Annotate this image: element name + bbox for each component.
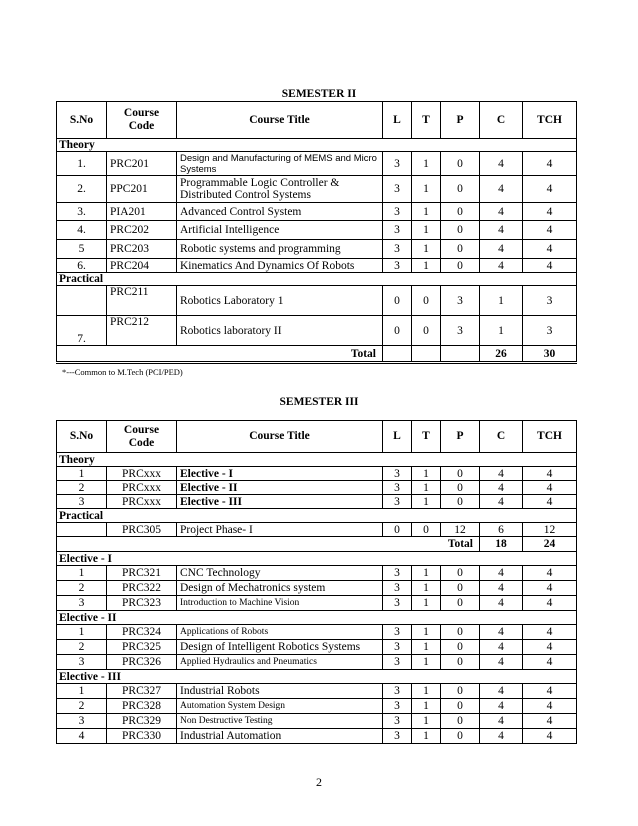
row-c: 4 bbox=[480, 481, 523, 495]
row-title: Robotic systems and programming bbox=[177, 240, 383, 259]
row-t: 1 bbox=[412, 596, 441, 611]
row-title: CNC Technology bbox=[177, 566, 383, 581]
row-code: PRC325 bbox=[107, 640, 177, 655]
row-sno bbox=[57, 286, 107, 316]
row-code: PRC323 bbox=[107, 596, 177, 611]
row-sno: 1. bbox=[57, 152, 107, 176]
row-t: 1 bbox=[412, 581, 441, 596]
row-tch: 4 bbox=[523, 203, 577, 221]
empty-cell bbox=[441, 346, 480, 363]
row-t: 1 bbox=[412, 684, 441, 699]
row-sno: 3 bbox=[57, 495, 107, 509]
row-p: 0 bbox=[441, 152, 480, 176]
row-l: 3 bbox=[383, 596, 412, 611]
row-code: PRC201 bbox=[107, 152, 177, 176]
row-l: 0 bbox=[383, 523, 412, 537]
header-p: P bbox=[441, 102, 480, 139]
empty-cell bbox=[383, 346, 412, 363]
row-p: 3 bbox=[441, 286, 480, 316]
row-title: Design and Manufacturing of MEMS and Micro Systems bbox=[177, 152, 383, 176]
header-c: C bbox=[480, 102, 523, 139]
row-sno: 1 bbox=[57, 684, 107, 699]
semester-2-table bbox=[56, 101, 577, 364]
row-p: 0 bbox=[441, 625, 480, 640]
row-l: 3 bbox=[383, 699, 412, 714]
row-code: PRC324 bbox=[107, 625, 177, 640]
row-t: 1 bbox=[412, 176, 441, 203]
row-c: 4 bbox=[480, 259, 523, 273]
row-sno: 1 bbox=[57, 467, 107, 481]
table-row bbox=[57, 240, 577, 259]
row-sno: 3 bbox=[57, 655, 107, 670]
row-code: PRC212 bbox=[107, 316, 177, 346]
total-tch: 24 bbox=[523, 537, 577, 552]
header-sno: S.No bbox=[57, 421, 107, 453]
row-l: 3 bbox=[383, 684, 412, 699]
row-l: 0 bbox=[383, 286, 412, 316]
row-l: 0 bbox=[383, 316, 412, 346]
row-title: Applications of Robots bbox=[177, 625, 383, 640]
row-c: 4 bbox=[480, 152, 523, 176]
row-sno: 2 bbox=[57, 699, 107, 714]
row-tch: 4 bbox=[523, 240, 577, 259]
row-l: 3 bbox=[383, 581, 412, 596]
table-row bbox=[57, 729, 577, 744]
row-c: 4 bbox=[480, 566, 523, 581]
row-t: 0 bbox=[412, 316, 441, 346]
row-l: 3 bbox=[383, 467, 412, 481]
row-sno bbox=[57, 523, 107, 537]
table-row bbox=[57, 625, 577, 640]
row-title: Automation System Design bbox=[177, 699, 383, 714]
row-code: PRC328 bbox=[107, 699, 177, 714]
row-tch: 4 bbox=[523, 259, 577, 273]
semester-2-title: SEMESTER II bbox=[281, 88, 357, 100]
table-row bbox=[57, 481, 577, 495]
header-l: L bbox=[383, 102, 412, 139]
header-t: T bbox=[412, 102, 441, 139]
row-l: 3 bbox=[383, 714, 412, 729]
row-l: 3 bbox=[383, 640, 412, 655]
semester-3-table bbox=[56, 420, 577, 744]
row-title: Industrial Robots bbox=[177, 684, 383, 699]
row-p: 0 bbox=[441, 240, 480, 259]
row-p: 0 bbox=[441, 655, 480, 670]
row-tch: 3 bbox=[523, 316, 577, 346]
row-tch: 4 bbox=[523, 684, 577, 699]
row-p: 0 bbox=[441, 221, 480, 240]
row-title: Applied Hydraulics and Pneumatics bbox=[177, 655, 383, 670]
row-tch: 4 bbox=[523, 566, 577, 581]
row-code: PIA201 bbox=[107, 203, 177, 221]
row-c: 4 bbox=[480, 596, 523, 611]
row-title: Non Destructive Testing bbox=[177, 714, 383, 729]
section-theory: Theory bbox=[57, 139, 577, 152]
row-code: PRC329 bbox=[107, 714, 177, 729]
row-code: PRC321 bbox=[107, 566, 177, 581]
row-p: 0 bbox=[441, 640, 480, 655]
footnote: *---Common to M.Tech (PCI/PED) bbox=[62, 367, 183, 377]
row-p: 0 bbox=[441, 203, 480, 221]
row-sno: 4 bbox=[57, 729, 107, 744]
total-label: Total bbox=[57, 346, 383, 363]
row-code: PRC326 bbox=[107, 655, 177, 670]
row-l: 3 bbox=[383, 566, 412, 581]
row-t: 1 bbox=[412, 259, 441, 273]
row-title: Artificial Intelligence bbox=[177, 221, 383, 240]
row-sno: 7. bbox=[57, 316, 107, 346]
row-l: 3 bbox=[383, 655, 412, 670]
row-tch: 4 bbox=[523, 596, 577, 611]
table-row bbox=[57, 259, 577, 273]
semester-3-title: SEMESTER III bbox=[279, 396, 359, 408]
row-code: PRC211 bbox=[107, 286, 177, 316]
row-p: 0 bbox=[441, 581, 480, 596]
row-sno: 5 bbox=[57, 240, 107, 259]
row-p: 3 bbox=[441, 316, 480, 346]
row-code: PRCxxx bbox=[107, 481, 177, 495]
row-title: Industrial Automation bbox=[177, 729, 383, 744]
table-row bbox=[57, 566, 577, 581]
row-p: 12 bbox=[441, 523, 480, 537]
row-p: 0 bbox=[441, 596, 480, 611]
table-row bbox=[57, 684, 577, 699]
row-sno: 4. bbox=[57, 221, 107, 240]
row-title: Robotics laboratory II bbox=[177, 316, 383, 346]
row-c: 4 bbox=[480, 176, 523, 203]
table-row bbox=[57, 596, 577, 611]
row-c: 4 bbox=[480, 495, 523, 509]
row-t: 1 bbox=[412, 467, 441, 481]
row-c: 1 bbox=[480, 316, 523, 346]
row-code: PRC204 bbox=[107, 259, 177, 273]
header-course-title: Course Title bbox=[177, 102, 383, 139]
row-l: 3 bbox=[383, 625, 412, 640]
row-c: 4 bbox=[480, 729, 523, 744]
row-l: 3 bbox=[383, 729, 412, 744]
row-p: 0 bbox=[441, 259, 480, 273]
row-p: 0 bbox=[441, 684, 480, 699]
page-number: 2 bbox=[316, 775, 322, 789]
row-title: Design of Intelligent Robotics Systems bbox=[177, 640, 383, 655]
header-course-code: Course Code bbox=[107, 421, 177, 453]
row-code: PRC330 bbox=[107, 729, 177, 744]
row-sno: 2 bbox=[57, 481, 107, 495]
row-title: Elective - I bbox=[177, 467, 383, 481]
row-t: 1 bbox=[412, 640, 441, 655]
row-tch: 4 bbox=[523, 221, 577, 240]
row-sno: 2 bbox=[57, 640, 107, 655]
row-t: 1 bbox=[412, 625, 441, 640]
row-p: 0 bbox=[441, 176, 480, 203]
row-l: 3 bbox=[383, 240, 412, 259]
table-row bbox=[57, 495, 577, 509]
header-sno: S.No bbox=[57, 102, 107, 139]
row-l: 3 bbox=[383, 221, 412, 240]
header-l: L bbox=[383, 421, 412, 453]
row-sno: 6. bbox=[57, 259, 107, 273]
row-code: PRC203 bbox=[107, 240, 177, 259]
row-sno: 1 bbox=[57, 566, 107, 581]
row-t: 1 bbox=[412, 221, 441, 240]
row-title: Robotics Laboratory 1 bbox=[177, 286, 383, 316]
row-c: 4 bbox=[480, 221, 523, 240]
table-row bbox=[57, 581, 577, 596]
row-tch: 4 bbox=[523, 481, 577, 495]
table-row bbox=[57, 203, 577, 221]
table-row bbox=[57, 655, 577, 670]
header-t: T bbox=[412, 421, 441, 453]
table-row bbox=[57, 176, 577, 203]
row-tch: 4 bbox=[523, 729, 577, 744]
row-sno: 3 bbox=[57, 596, 107, 611]
row-tch: 4 bbox=[523, 495, 577, 509]
row-t: 1 bbox=[412, 152, 441, 176]
row-tch: 4 bbox=[523, 714, 577, 729]
row-tch: 4 bbox=[523, 467, 577, 481]
row-c: 4 bbox=[480, 203, 523, 221]
row-c: 6 bbox=[480, 523, 523, 537]
row-l: 3 bbox=[383, 495, 412, 509]
row-title: Advanced Control System bbox=[177, 203, 383, 221]
row-code: PRCxxx bbox=[107, 467, 177, 481]
row-t: 0 bbox=[412, 523, 441, 537]
table-row bbox=[57, 714, 577, 729]
row-p: 0 bbox=[441, 566, 480, 581]
row-t: 1 bbox=[412, 729, 441, 744]
row-tch: 4 bbox=[523, 152, 577, 176]
row-title: Introduction to Machine Vision bbox=[177, 596, 383, 611]
row-c: 4 bbox=[480, 640, 523, 655]
row-t: 1 bbox=[412, 240, 441, 259]
row-c: 4 bbox=[480, 625, 523, 640]
table-row bbox=[57, 286, 577, 316]
row-tch: 4 bbox=[523, 640, 577, 655]
row-tch: 3 bbox=[523, 286, 577, 316]
row-code: PPC201 bbox=[107, 176, 177, 203]
header-tch: TCH bbox=[523, 102, 577, 139]
row-tch: 4 bbox=[523, 655, 577, 670]
row-code: PRC305 bbox=[107, 523, 177, 537]
row-title: Project Phase- I bbox=[177, 523, 383, 537]
row-code: PRC327 bbox=[107, 684, 177, 699]
row-t: 1 bbox=[412, 495, 441, 509]
header-course-code: Course Code bbox=[107, 102, 177, 139]
row-c: 4 bbox=[480, 581, 523, 596]
section-elective-2: Elective - II bbox=[57, 611, 577, 625]
row-t: 1 bbox=[412, 481, 441, 495]
row-p: 0 bbox=[441, 481, 480, 495]
row-title: Elective - II bbox=[177, 481, 383, 495]
row-tch: 4 bbox=[523, 176, 577, 203]
row-sno: 2. bbox=[57, 176, 107, 203]
row-t: 1 bbox=[412, 566, 441, 581]
row-l: 3 bbox=[383, 176, 412, 203]
row-sno: 3 bbox=[57, 714, 107, 729]
row-sno: 2 bbox=[57, 581, 107, 596]
total-credits: 26 bbox=[480, 346, 523, 363]
row-tch: 4 bbox=[523, 581, 577, 596]
row-c: 4 bbox=[480, 699, 523, 714]
row-t: 1 bbox=[412, 714, 441, 729]
row-l: 3 bbox=[383, 481, 412, 495]
empty-cell bbox=[412, 346, 441, 363]
row-title: Kinematics And Dynamics Of Robots bbox=[177, 259, 383, 273]
table-row bbox=[57, 640, 577, 655]
row-t: 1 bbox=[412, 203, 441, 221]
total-row bbox=[57, 346, 577, 363]
row-c: 1 bbox=[480, 286, 523, 316]
row-l: 3 bbox=[383, 203, 412, 221]
row-p: 0 bbox=[441, 467, 480, 481]
total-credits: 18 bbox=[480, 537, 523, 552]
table-row bbox=[57, 316, 577, 346]
row-p: 0 bbox=[441, 714, 480, 729]
row-code: PRC322 bbox=[107, 581, 177, 596]
section-practical: Practical bbox=[57, 273, 577, 286]
section-practical: Practical bbox=[57, 509, 577, 523]
row-code: PRCxxx bbox=[107, 495, 177, 509]
table-row bbox=[57, 221, 577, 240]
row-tch: 12 bbox=[523, 523, 577, 537]
total-row bbox=[57, 537, 577, 552]
row-t: 0 bbox=[412, 286, 441, 316]
header-course-title: Course Title bbox=[177, 421, 383, 453]
row-tch: 4 bbox=[523, 699, 577, 714]
row-title: Design of Mechatronics system bbox=[177, 581, 383, 596]
table-row bbox=[57, 523, 577, 537]
row-c: 4 bbox=[480, 467, 523, 481]
total-tch: 30 bbox=[523, 346, 577, 363]
row-c: 4 bbox=[480, 240, 523, 259]
section-theory: Theory bbox=[57, 453, 577, 467]
row-title: Elective - III bbox=[177, 495, 383, 509]
header-p: P bbox=[441, 421, 480, 453]
row-sno: 3. bbox=[57, 203, 107, 221]
row-l: 3 bbox=[383, 152, 412, 176]
row-tch: 4 bbox=[523, 625, 577, 640]
section-elective-1: Elective - I bbox=[57, 552, 577, 566]
row-c: 4 bbox=[480, 655, 523, 670]
row-title: Programmable Logic Controller & Distributed Control Systems bbox=[177, 176, 383, 203]
row-t: 1 bbox=[412, 699, 441, 714]
table-row bbox=[57, 699, 577, 714]
row-code: PRC202 bbox=[107, 221, 177, 240]
row-sno: 1 bbox=[57, 625, 107, 640]
table-row bbox=[57, 467, 577, 481]
total-label: Total bbox=[57, 537, 480, 552]
header-c: C bbox=[480, 421, 523, 453]
row-p: 0 bbox=[441, 495, 480, 509]
header-tch: TCH bbox=[523, 421, 577, 453]
row-t: 1 bbox=[412, 655, 441, 670]
row-p: 0 bbox=[441, 699, 480, 714]
row-l: 3 bbox=[383, 259, 412, 273]
table-row bbox=[57, 152, 577, 176]
row-p: 0 bbox=[441, 729, 480, 744]
section-elective-3: Elective - III bbox=[57, 670, 577, 684]
row-c: 4 bbox=[480, 684, 523, 699]
row-c: 4 bbox=[480, 714, 523, 729]
